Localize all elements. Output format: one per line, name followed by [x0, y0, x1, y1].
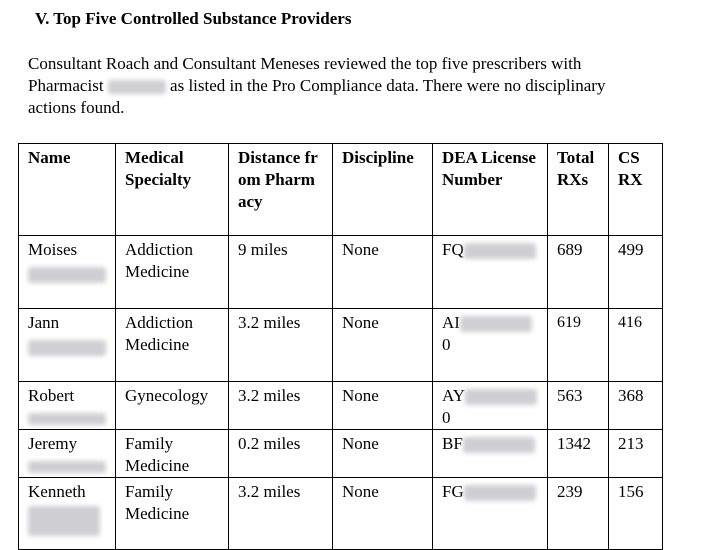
redacted-dea [464, 243, 536, 259]
cell-dea [433, 478, 548, 550]
cell-specialty: Gynecology [116, 382, 229, 430]
cell-distance: 9 miles [229, 236, 333, 309]
paragraph-line-3: actions found. [28, 98, 125, 117]
paragraph-line-1: Consultant Roach and Consultant Meneses reviewed the top five prescribers with [28, 54, 582, 73]
cell-name [19, 309, 116, 382]
redacted-dea [464, 485, 536, 501]
cell-dea [433, 382, 548, 430]
cell-dea [433, 430, 548, 478]
cell-cs-rx: 156 [609, 478, 663, 550]
redacted-last-name [28, 267, 106, 283]
prescriber-first-name: Jeremy [28, 434, 78, 453]
header-distance: Distance from Pharmacy [229, 144, 333, 236]
cell-specialty: Family Medicine [116, 478, 229, 550]
redacted-last-name [28, 506, 100, 536]
dea-suffix: 0 [442, 408, 451, 427]
dea-prefix: FQ [442, 240, 464, 259]
dea-prefix: AI [442, 313, 460, 332]
redacted-dea [463, 437, 535, 453]
header-discipline: Discipline [333, 144, 433, 236]
cell-distance: 3.2 miles [229, 309, 333, 382]
cell-total-rxs: 1342 [548, 430, 609, 478]
cell-discipline: None [333, 382, 433, 430]
redacted-pharmacist-name [108, 80, 166, 94]
prescriber-first-name: Jann [28, 313, 60, 332]
cell-discipline: None [333, 430, 433, 478]
table-row [19, 382, 663, 430]
cell-name [19, 382, 116, 430]
cell-discipline: None [333, 309, 433, 382]
cell-cs-rx: 368 [609, 382, 663, 430]
cell-cs-rx: 213 [609, 430, 663, 478]
cell-name [19, 478, 116, 550]
dea-prefix: AY [442, 386, 465, 405]
prescribers-table [18, 143, 663, 550]
header-cs-rx: CS RX [609, 144, 663, 236]
cell-specialty: Family Medicine [116, 430, 229, 478]
redacted-last-name [28, 413, 106, 425]
cell-total-rxs: 563 [548, 382, 609, 430]
paragraph-line-2-start: Pharmacist [28, 76, 104, 95]
table-row [19, 309, 663, 382]
cell-dea [433, 236, 548, 309]
header-medical-specialty: Medical Specialty [116, 144, 229, 236]
dea-prefix: BF [442, 434, 463, 453]
header-dea-license: DEA License Number [433, 144, 548, 236]
cell-dea [433, 309, 548, 382]
cell-distance: 3.2 miles [229, 382, 333, 430]
header-name: Name [19, 144, 116, 236]
dea-prefix: FG [442, 482, 464, 501]
cell-total-rxs: 239 [548, 478, 609, 550]
redacted-dea [465, 389, 537, 405]
cell-specialty: Addiction Medicine [116, 236, 229, 309]
cell-distance: 0.2 miles [229, 430, 333, 478]
prescriber-first-name: Robert [28, 386, 75, 405]
paragraph-line-2 [28, 75, 704, 97]
cell-name [19, 430, 116, 478]
table-row [19, 478, 663, 550]
header-total-rxs: Total RXs [548, 144, 609, 236]
section-heading: V. Top Five Controlled Substance Providers [35, 9, 352, 28]
redacted-last-name [28, 461, 106, 473]
redacted-last-name [28, 340, 106, 356]
table-row [19, 236, 663, 309]
redacted-dea [460, 316, 532, 332]
cell-specialty: Addiction Medicine [116, 309, 229, 382]
table-row [19, 430, 663, 478]
cell-cs-rx: 499 [609, 236, 663, 309]
dea-suffix: 0 [442, 335, 451, 354]
paragraph-line-2-end: as listed in the Pro Compliance data. There were no disciplinary [165, 76, 606, 95]
cell-discipline: None [333, 478, 433, 550]
cell-discipline: None [333, 236, 433, 309]
prescriber-first-name: Kenneth [28, 482, 86, 501]
summary-paragraph [28, 53, 704, 119]
prescriber-first-name: Moises [28, 240, 78, 259]
table-header-row [19, 144, 663, 236]
cell-distance: 3.2 miles [229, 478, 333, 550]
cell-total-rxs: 619 [548, 309, 609, 382]
cell-total-rxs: 689 [548, 236, 609, 309]
cell-name [19, 236, 116, 309]
cell-cs-rx: 416 [609, 309, 663, 382]
